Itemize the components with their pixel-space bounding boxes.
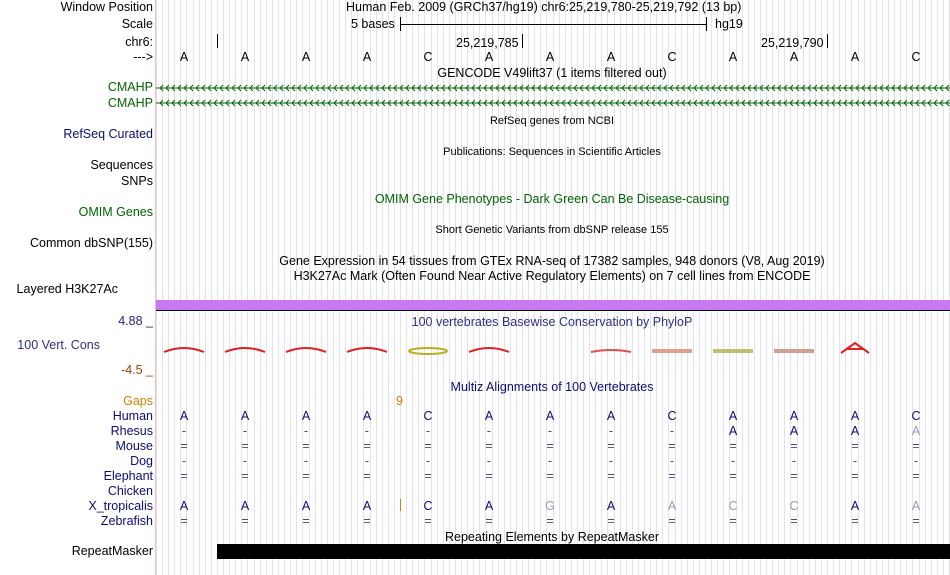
label-chr: chr6: xyxy=(125,35,153,49)
alignment-base: = xyxy=(485,469,493,483)
alignment-base: - xyxy=(547,454,553,468)
alignment-base: A xyxy=(606,499,616,513)
multiz-track-title[interactable]: Multiz Alignments of 100 Vertebrates xyxy=(450,380,654,394)
alignment-base: - xyxy=(791,454,797,468)
scale-text: 5 bases xyxy=(351,17,395,31)
gtex-track-title[interactable]: Gene Expression in 54 tissues from GTEx RNA-seq of 17382 samples, 948 donors (V8, Aug 2019) xyxy=(279,254,825,268)
alignment-base: - xyxy=(181,424,187,438)
alignment-base: = xyxy=(851,469,859,483)
alignment-base: A xyxy=(301,409,311,423)
omim-track-title[interactable]: OMIM Gene Phenotypes - Dark Green Can Be Disease-causing xyxy=(374,192,730,206)
sequence-base: A xyxy=(789,50,799,64)
alignment-base: A xyxy=(789,409,799,423)
alignment-base: = xyxy=(302,469,310,483)
scale-assembly: hg19 xyxy=(715,17,743,31)
phylop-glyph xyxy=(713,349,753,353)
alignment-base: A xyxy=(850,409,860,423)
sequence-base: C xyxy=(667,50,677,64)
label-scale: Scale xyxy=(121,17,153,31)
chr-start-tick xyxy=(217,34,218,48)
dbsnp-track-title[interactable]: Short Genetic Variants from dbSNP release 155 xyxy=(435,224,669,236)
alignment-base: = xyxy=(363,514,371,528)
phylop-glyph xyxy=(347,348,387,352)
alignment-base: A xyxy=(301,499,311,513)
alignment-base: = xyxy=(790,469,798,483)
sequence-base: A xyxy=(362,50,372,64)
alignment-base: = xyxy=(424,439,432,453)
alignment-base: = xyxy=(790,439,798,453)
alignment-base: = xyxy=(241,514,249,528)
label-direction: ---> xyxy=(133,50,153,64)
alignment-base: = xyxy=(485,439,493,453)
alignment-base: = xyxy=(912,439,920,453)
alignment-base: A xyxy=(484,409,494,423)
sequence-base: A xyxy=(545,50,555,64)
label-window-position: Window Position xyxy=(60,0,153,14)
alignment-base: = xyxy=(424,469,432,483)
alignment-base: - xyxy=(303,424,309,438)
species-label-rhesus[interactable]: Rhesus xyxy=(110,424,153,438)
alignment-base: = xyxy=(363,439,371,453)
sequence-base: A xyxy=(179,50,189,64)
alignment-base: - xyxy=(242,424,248,438)
phylop-conservation-glyphs[interactable] xyxy=(156,340,950,356)
phylop-track-title[interactable]: 100 vertebrates Basewise Conservation by PhyloP xyxy=(411,315,693,329)
phylop-glyph xyxy=(164,348,204,352)
alignment-base: - xyxy=(303,454,309,468)
alignment-base: = xyxy=(729,514,737,528)
position-title: Human Feb. 2009 (GRCh37/hg19) chr6:25,219,780-25,219,792 (13 bp) xyxy=(346,0,742,14)
publications-track-title[interactable]: Publications: Sequences in Scientific Articles xyxy=(443,146,661,158)
alignment-base: A xyxy=(484,499,494,513)
h3k27ac-track-title[interactable]: H3K27Ac Mark (Often Found Near Active Regulatory Elements) on 7 cell lines from ENCODE xyxy=(293,269,811,283)
alignment-base: C xyxy=(667,409,677,423)
refseq-track-title[interactable]: RefSeq genes from NCBI xyxy=(489,115,615,127)
alignment-base: = xyxy=(180,469,188,483)
alignment-base: = xyxy=(668,514,676,528)
alignment-base: = xyxy=(241,469,249,483)
alignment-base: - xyxy=(913,454,919,468)
alignment-base: A xyxy=(362,409,372,423)
species-label-dog[interactable]: Dog xyxy=(130,454,153,468)
sequence-base: A xyxy=(850,50,860,64)
alignment-base: A xyxy=(850,424,860,438)
alignment-base: C xyxy=(728,499,738,513)
phylop-glyph xyxy=(469,348,509,352)
label-gaps: Gaps xyxy=(123,394,153,408)
position-label-1: 25,219,785 xyxy=(456,36,519,50)
gencode-track-title[interactable]: GENCODE V49lift37 (1 items filtered out) xyxy=(437,66,667,80)
alignment-base: = xyxy=(607,514,615,528)
alignment-base: A xyxy=(850,499,860,513)
sequence-base: C xyxy=(423,50,433,64)
alignment-base: A xyxy=(911,424,921,438)
alignment-base: G xyxy=(545,499,555,513)
alignment-base: - xyxy=(669,454,675,468)
alignment-base: C xyxy=(789,499,799,513)
species-label-chicken[interactable]: Chicken xyxy=(107,484,153,498)
phylop-glyph xyxy=(225,348,265,352)
sequence-base: C xyxy=(911,50,921,64)
phylop-glyph xyxy=(841,343,869,353)
alignment-base: A xyxy=(789,424,799,438)
cmahp-gene-1[interactable] xyxy=(156,83,950,93)
sequence-base: A xyxy=(484,50,494,64)
alignment-base: = xyxy=(363,469,371,483)
scale-bar-left-tick xyxy=(400,17,401,31)
scale-bar-right-tick xyxy=(706,17,707,31)
alignment-base: A xyxy=(606,409,616,423)
alignment-base: = xyxy=(302,439,310,453)
alignment-base: = xyxy=(241,439,249,453)
alignment-base: = xyxy=(912,514,920,528)
alignment-base: - xyxy=(486,454,492,468)
label-snps[interactable]: SNPs xyxy=(121,174,153,188)
alignment-base: C xyxy=(911,409,921,423)
alignment-base: = xyxy=(546,439,554,453)
alignment-base: - xyxy=(852,454,858,468)
repeatmasker-track-title[interactable]: Repeating Elements by RepeatMasker xyxy=(444,530,660,544)
sequence-base: A xyxy=(606,50,616,64)
alignment-base: A xyxy=(728,424,738,438)
alignment-base: = xyxy=(668,469,676,483)
phylop-glyph xyxy=(774,349,814,353)
species-label-zebrafish[interactable]: Zebrafish xyxy=(100,514,153,528)
scale-bar xyxy=(401,24,707,25)
alignment-base: = xyxy=(851,514,859,528)
alignment-base: A xyxy=(362,499,372,513)
alignment-base: = xyxy=(180,439,188,453)
alignment-base: C xyxy=(423,409,433,423)
alignment-base: = xyxy=(180,514,188,528)
label-cons-max: 4.88 _ xyxy=(118,314,153,328)
alignment-base: - xyxy=(730,454,736,468)
species-label-human[interactable]: Human xyxy=(112,409,153,423)
alignment-base: - xyxy=(486,424,492,438)
label-repeatmasker[interactable]: RepeatMasker xyxy=(71,544,153,558)
alignment-base: = xyxy=(607,469,615,483)
label-cons-min: -4.5 _ xyxy=(121,363,153,377)
alignment-base: - xyxy=(425,454,431,468)
alignment-base: = xyxy=(729,439,737,453)
alignment-base: = xyxy=(668,439,676,453)
position-label-2: 25,219,790 xyxy=(761,36,824,50)
alignment-base: = xyxy=(546,514,554,528)
position-tick-1 xyxy=(522,34,523,48)
cmahp-gene-2[interactable] xyxy=(156,98,950,108)
h3k27ac-signal-bar[interactable] xyxy=(156,300,950,310)
alignment-base: A xyxy=(179,409,189,423)
label-layered-h3k27ac[interactable]: Layered H3K27Ac xyxy=(16,282,118,296)
alignment-base: - xyxy=(181,454,187,468)
position-tick-2 xyxy=(827,34,828,48)
species-label-mouse[interactable]: Mouse xyxy=(115,439,153,453)
label-sequences[interactable]: Sequences xyxy=(90,158,153,172)
alignment-base: - xyxy=(669,424,675,438)
alignment-base: = xyxy=(851,439,859,453)
alignment-base: - xyxy=(242,454,248,468)
alignment-base: A xyxy=(667,499,677,513)
species-label-elephant[interactable]: Elephant xyxy=(103,469,153,483)
alignment-base: = xyxy=(485,514,493,528)
alignment-base: - xyxy=(364,424,370,438)
species-label-x_tropicalis[interactable]: X_tropicalis xyxy=(88,499,153,513)
label-omim-genes[interactable]: OMIM Genes xyxy=(78,205,153,219)
alignment-base: - xyxy=(364,454,370,468)
phylop-glyph xyxy=(652,349,692,353)
alignment-base: A xyxy=(911,499,921,513)
phylop-glyph xyxy=(591,350,631,352)
alignment-base: - xyxy=(425,424,431,438)
gap-count: 9 xyxy=(396,394,403,408)
alignment-base: = xyxy=(729,469,737,483)
alignment-base: A xyxy=(179,499,189,513)
alignment-base: = xyxy=(546,469,554,483)
alignment-base: A xyxy=(545,409,555,423)
alignment-base: A xyxy=(728,409,738,423)
alignment-base: = xyxy=(302,514,310,528)
alignment-base: = xyxy=(424,514,432,528)
phylop-glyph xyxy=(409,348,447,354)
h3k27ac-baseline xyxy=(156,310,950,311)
label-common-dbsnp[interactable]: Common dbSNP(155) xyxy=(30,236,153,250)
alignment-base: = xyxy=(912,469,920,483)
alignment-base: A xyxy=(240,409,250,423)
label-refseq-curated[interactable]: RefSeq Curated xyxy=(63,127,153,141)
label-100-vert-cons[interactable]: 100 Vert. Cons xyxy=(17,338,100,352)
alignment-base: C xyxy=(423,499,433,513)
sequence-base: A xyxy=(301,50,311,64)
label-cmahp-1[interactable]: CMAHP xyxy=(107,80,153,94)
alignment-base: - xyxy=(608,424,614,438)
repeatmasker-element[interactable] xyxy=(217,544,950,559)
sequence-base: A xyxy=(728,50,738,64)
alignment-base: = xyxy=(607,439,615,453)
alignment-base: = xyxy=(790,514,798,528)
alignment-base: - xyxy=(547,424,553,438)
sequence-base: A xyxy=(240,50,250,64)
phylop-glyph xyxy=(286,348,326,352)
label-cmahp-2[interactable]: CMAHP xyxy=(107,96,153,110)
alignment-base: A xyxy=(240,499,250,513)
alignment-base: - xyxy=(608,454,614,468)
insertion-marker xyxy=(400,499,401,511)
